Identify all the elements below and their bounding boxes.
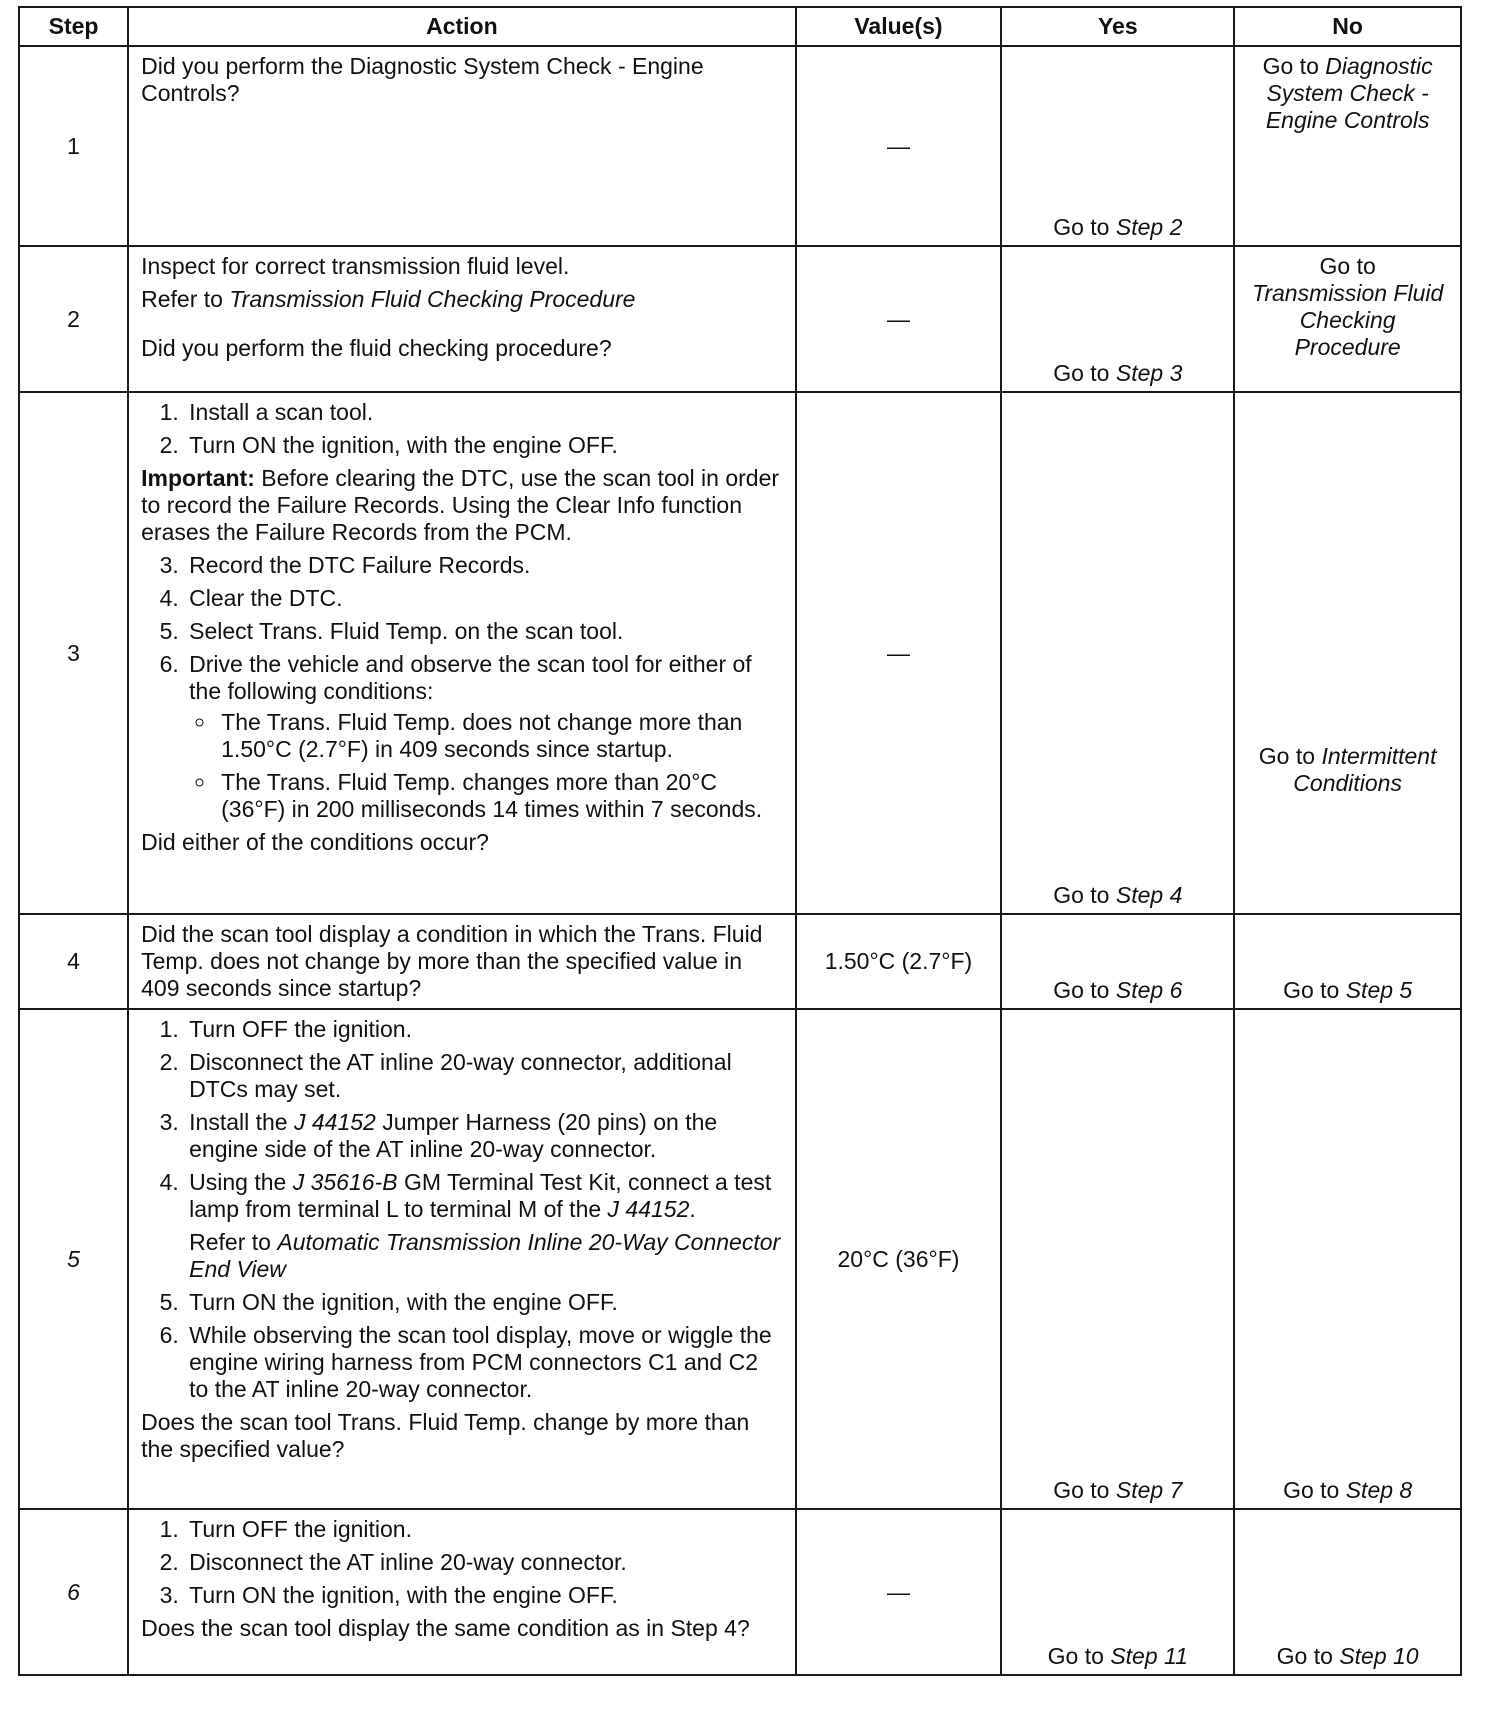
no-cell: [1234, 914, 1461, 1009]
bullet-item: ◦ The Trans. Fluid Temp. changes more than 20°C (36°F) in 200 milliseconds 14 times within 7 seconds.: [217, 769, 782, 823]
no-cell: [1234, 1509, 1461, 1675]
table-row: [19, 46, 1461, 246]
refer-link[interactable]: Automatic Transmission Inline 20-Way Connector End View: [189, 1229, 781, 1282]
list-text: Jumper Harness (20 pins) on the engine side of the AT inline 20-way connector.: [189, 1109, 718, 1162]
step-number: 2: [19, 246, 128, 392]
list-item: 2. Turn ON the ignition, with the engine OFF.: [185, 432, 782, 459]
no-cell: [1234, 392, 1461, 914]
yes-prefix: Go to: [1053, 882, 1116, 908]
header-action: Action: [128, 7, 795, 46]
list-item: 5. Select Trans. Fluid Temp. on the scan tool.: [185, 618, 782, 645]
step-number: 5: [19, 1009, 128, 1509]
yes-link[interactable]: Step 11: [1110, 1643, 1188, 1669]
yes-cell: [1001, 1509, 1234, 1675]
list-item: 1. Install a scan tool.: [185, 399, 782, 426]
list-item-text: Drive the vehicle and observe the scan tool for either of the following conditions:: [189, 651, 752, 704]
action-cell: [128, 46, 795, 246]
list-item: [185, 1109, 782, 1163]
yes-link[interactable]: Step 3: [1115, 360, 1183, 386]
step-list: [141, 1516, 782, 1609]
table-row: [19, 246, 1461, 392]
no-cell: [1234, 246, 1461, 392]
no-prefix: Go to: [1258, 743, 1322, 769]
yes-prefix: Go to: [1047, 1643, 1111, 1669]
condition-list: [189, 709, 782, 823]
value-cell: 1.50°C (2.7°F): [796, 914, 1002, 1009]
list-item: 4. Clear the DTC.: [185, 585, 782, 612]
no-link[interactable]: Diagnostic System Check - Engine Controls: [1265, 53, 1433, 133]
list-item: 1. Turn OFF the ignition.: [185, 1516, 782, 1543]
value-cell: —: [796, 246, 1002, 392]
table-row: [19, 1509, 1461, 1675]
no-prefix: Go to: [1319, 253, 1376, 279]
refer-prefix: Refer to: [141, 286, 230, 312]
list-item: 3. Turn ON the ignition, with the engine OFF.: [185, 1582, 782, 1609]
no-link[interactable]: Intermittent Conditions: [1293, 743, 1437, 796]
value-cell: —: [796, 46, 1002, 246]
action-question: Did you perform the Diagnostic System Check - Engine Controls?: [141, 53, 704, 106]
list-item: 2. Disconnect the AT inline 20-way connector, additional DTCs may set.: [185, 1049, 782, 1103]
action-cell: [128, 392, 795, 914]
no-prefix: Go to: [1276, 1643, 1340, 1669]
step-number: 3: [19, 392, 128, 914]
header-values: Value(s): [796, 7, 1002, 46]
refer-prefix: Refer to: [189, 1229, 278, 1255]
yes-cell: [1001, 246, 1234, 392]
yes-cell: [1001, 46, 1234, 246]
list-item: 1. Turn OFF the ignition.: [185, 1016, 782, 1043]
tool-link[interactable]: J 44152: [293, 1109, 376, 1135]
action-text: Inspect for correct transmission fluid level.: [141, 253, 570, 279]
action-refer: [141, 286, 782, 313]
list-item: 3. Record the DTC Failure Records.: [185, 552, 782, 579]
step-number: 1: [19, 46, 128, 246]
list-text: Using the: [189, 1169, 293, 1195]
action-question: Does the scan tool Trans. Fluid Temp. change by more than the specified value?: [141, 1409, 750, 1462]
yes-prefix: Go to: [1053, 214, 1116, 240]
no-link[interactable]: Step 5: [1345, 977, 1413, 1003]
yes-cell: [1001, 392, 1234, 914]
header-yes: Yes: [1001, 7, 1234, 46]
value-cell: —: [796, 1509, 1002, 1675]
no-link[interactable]: Transmission Fluid Checking Procedure: [1251, 280, 1444, 360]
action-refer: [189, 1229, 782, 1283]
no-link[interactable]: Step 10: [1339, 1643, 1419, 1669]
yes-prefix: Go to: [1053, 977, 1116, 1003]
list-text: Install the: [189, 1109, 294, 1135]
list-item: 2. Disconnect the AT inline 20-way connector.: [185, 1549, 782, 1576]
step-number: 4: [19, 914, 128, 1009]
important-text: Before clearing the DTC, use the scan tool in order to record the Failure Records. Using the Clear Info function erases the Failure Records from the PCM.: [141, 465, 780, 545]
action-cell: [128, 1509, 795, 1675]
yes-link[interactable]: Step 2: [1115, 214, 1183, 240]
yes-link[interactable]: Step 7: [1115, 1477, 1183, 1503]
no-link[interactable]: Step 8: [1345, 1477, 1413, 1503]
action-question: Did you perform the fluid checking procedure?: [141, 335, 612, 361]
value-cell: —: [796, 392, 1002, 914]
step-list: [141, 399, 782, 459]
yes-cell: [1001, 1009, 1234, 1509]
action-question: Did the scan tool display a condition in which the Trans. Fluid Temp. does not change by more than the specified value in 409 seconds since startup?: [141, 921, 763, 1001]
value-cell: 20°C (36°F): [796, 1009, 1002, 1509]
no-prefix: Go to: [1283, 1477, 1346, 1503]
list-item: [185, 1169, 782, 1283]
action-cell: [128, 246, 795, 392]
important-note: [141, 465, 782, 546]
step-number: 6: [19, 1509, 128, 1675]
tool-link[interactable]: J 44152: [607, 1196, 690, 1222]
step-list: [141, 552, 782, 823]
yes-prefix: Go to: [1053, 360, 1116, 386]
header-row: [19, 7, 1461, 46]
list-item: [185, 651, 782, 823]
tool-link[interactable]: J 35616-B: [292, 1169, 398, 1195]
table-row: [19, 1009, 1461, 1509]
yes-cell: [1001, 914, 1234, 1009]
list-text: .: [689, 1196, 696, 1222]
list-text: GM Terminal Test Kit, connect a test lamp from terminal L to terminal M of the: [189, 1169, 772, 1222]
important-label: Important:: [141, 465, 255, 491]
yes-prefix: Go to: [1053, 1477, 1116, 1503]
refer-link[interactable]: Transmission Fluid Checking Procedure: [229, 286, 636, 312]
step-list: [141, 1016, 782, 1403]
table-row: [19, 914, 1461, 1009]
action-cell: [128, 1009, 795, 1509]
list-item: 6. While observing the scan tool display, move or wiggle the engine wiring harness from PCM connectors C1 and C2 to the AT inline 20-way connector.: [185, 1322, 782, 1403]
no-cell: [1234, 1009, 1461, 1509]
action-cell: [128, 914, 795, 1009]
yes-link[interactable]: Step 4: [1115, 882, 1183, 908]
diagnostic-table-page: [18, 6, 1462, 1676]
no-prefix: Go to: [1262, 53, 1326, 79]
diagnostic-table: [18, 6, 1462, 1676]
bullet-item: ◦ The Trans. Fluid Temp. does not change more than 1.50°C (2.7°F) in 409 seconds since startup.: [217, 709, 782, 763]
action-question: Does the scan tool display the same condition as in Step 4?: [141, 1615, 750, 1641]
list-item: 5. Turn ON the ignition, with the engine OFF.: [185, 1289, 782, 1316]
action-question: Did either of the conditions occur?: [141, 829, 489, 855]
yes-link[interactable]: Step 6: [1115, 977, 1183, 1003]
no-cell: [1234, 46, 1461, 246]
table-row: [19, 392, 1461, 914]
header-step: Step: [19, 7, 128, 46]
header-no: No: [1234, 7, 1461, 46]
no-prefix: Go to: [1283, 977, 1346, 1003]
